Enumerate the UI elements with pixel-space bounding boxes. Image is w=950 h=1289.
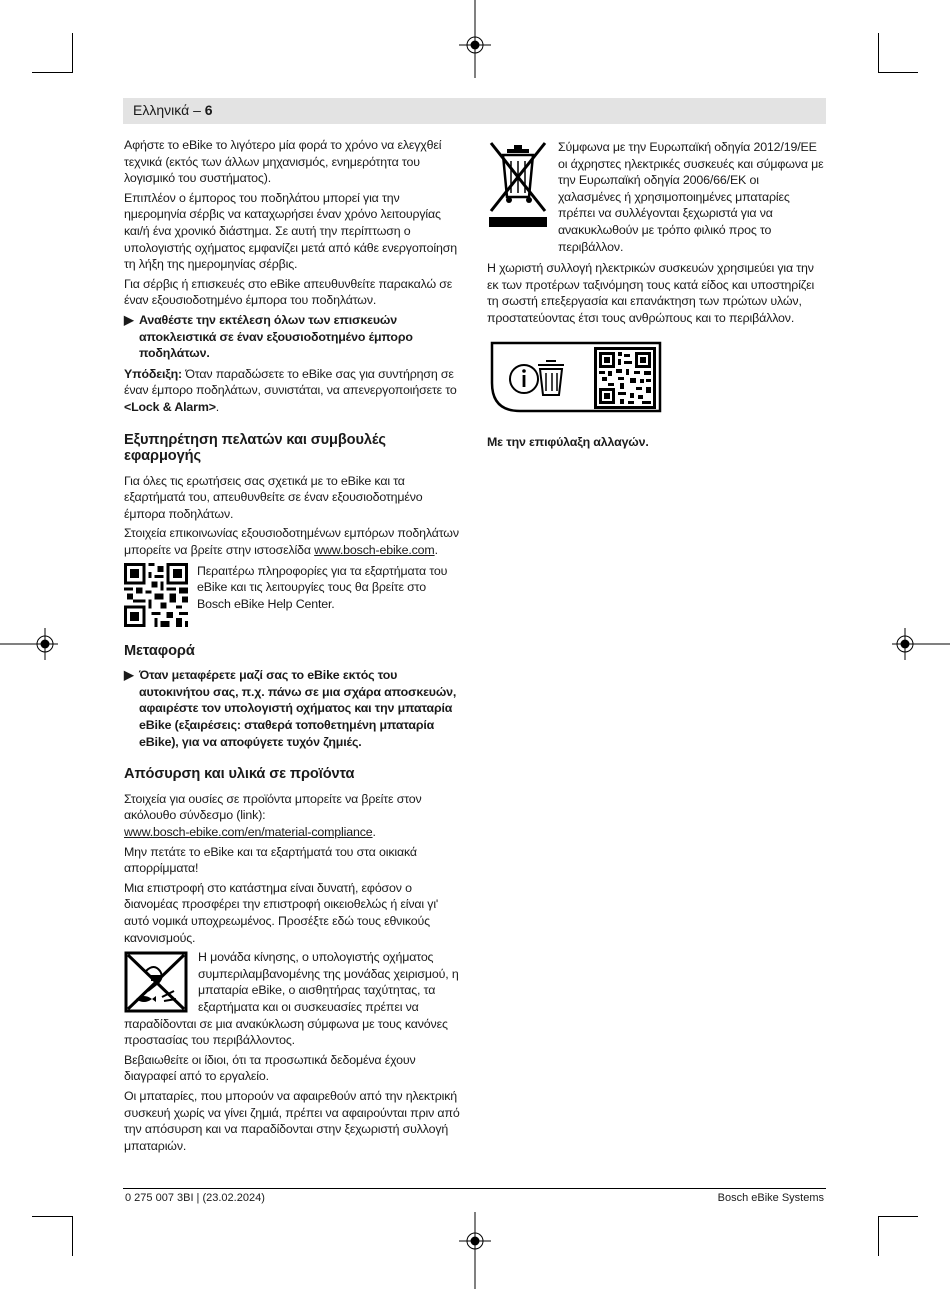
paragraph: Η χωριστή συλλογή ηλεκτρικών συσκευών χρησιμεύει για την εκ των προτέρων ταξινόμηση τους κατά είδος και υποστηρίζει τη σωστή επεξεργασία και επανάκτηση των πρώτων υλών, προστατεύοντας έτσι τους ανθρώπους και το περιβάλλον. — [487, 261, 815, 325]
page-number: 6 — [204, 102, 213, 118]
info-recycling-qr-icon[interactable] — [490, 341, 662, 413]
weee-block — [487, 139, 825, 255]
note-end: . — [215, 399, 220, 414]
crop-mark — [32, 72, 72, 73]
contact-end: . — [434, 543, 438, 558]
paragraph — [124, 525, 462, 558]
paragraph: Μην πετάτε το eBike και τα εξαρτήματά του στα οικιακά απορρίμματα! — [124, 844, 417, 876]
help-center-block — [124, 563, 462, 627]
no-household-waste-icon — [124, 951, 188, 1013]
heading-disposal: Απόσυρση και υλικά σε προϊόντα — [124, 766, 355, 783]
qr-code-icon[interactable] — [124, 563, 188, 627]
registration-mark-right — [890, 624, 950, 664]
header-language: Ελληνικά — [133, 102, 190, 118]
qr-description: Περαιτέρω πληροφορίες για τα εξαρτήματα του eBike και τις λειτουργίες τους θα βρείτε στο Bosch eBike Help Center. — [197, 563, 448, 611]
bullet-text: Όταν μεταφέρετε μαζί σας το eBike εκτός του αυτοκινήτου σας, π.χ. πάνω σε μια σχάρα αποσκευών, αφαιρέστε τον υπολογιστή οχήματος και την μπαταρία eBike (εξαιρέσεις: σταθερά τοποθετημένη μπαταρία eBike), για να αποφύγετε τυχόν ζημιές. — [139, 668, 457, 749]
right-column — [487, 137, 825, 453]
registration-mark-top — [455, 0, 495, 80]
header-label — [133, 102, 213, 118]
heading-transport: Μεταφορά — [124, 642, 195, 659]
heading-service: Εξυπηρέτηση πελατών και συμβουλές εφαρμογής — [124, 431, 386, 465]
footer-brand: Bosch eBike Systems — [717, 1192, 824, 1204]
bullet-triangle-icon: ▶ — [124, 312, 134, 327]
bullet-item — [124, 312, 462, 362]
recycling-block — [124, 949, 462, 1049]
bullet-triangle-icon: ▶ — [124, 668, 134, 683]
footer-doc-number: 0 275 007 3BI | (23.02.2024) — [125, 1192, 265, 1204]
crop-mark — [32, 1216, 72, 1217]
crop-mark — [878, 72, 918, 73]
note-text: Όταν παραδώσετε το eBike σας για συντήρηση σε έναν έμπορο ποδηλάτων, συνιστάται, να απενεργοποιήσετε το — [124, 366, 457, 398]
paragraph: Για σέρβις ή επισκευές στο eBike απευθυνθείτε παρακαλώ σε έναν εξουσιοδοτημένο έμπορα του ποδηλάτων. — [124, 276, 453, 308]
bosch-ebike-link[interactable]: www.bosch-ebike.com — [314, 543, 435, 558]
bullet-item — [124, 667, 462, 750]
paragraph: Αφήστε το eBike το λιγότερο μία φορά το χρόνο να ελεγχθεί τεχνικά (εκτός των άλλων μηχανισμός, ενημερότητα του λογισμικό του συστήματος). — [124, 138, 442, 186]
registration-mark-bottom — [455, 1210, 495, 1289]
header-separator: – — [193, 102, 201, 118]
changes-note: Με την επιφύλαξη αλλαγών. — [487, 434, 649, 449]
registration-mark-left — [0, 624, 60, 664]
note-lock-alarm: <Lock & Alarm> — [124, 399, 216, 414]
material-compliance-link[interactable]: www.bosch-ebike.com/en/material-compliance — [124, 825, 373, 839]
left-column — [124, 137, 462, 1157]
note-paragraph — [124, 366, 462, 416]
paragraph: Βεβαιωθείτε οι ίδιοι, ότι τα προσωπικά δεδομένα έχουν διαγραφεί από το εργαλείο. — [124, 1052, 416, 1084]
paragraph: Μια επιστροφή στο κατάστημα είναι δυνατή, εφόσον ο διανομέας προσφέρει την επιστροφή οικειοθελώς ή είναι γι' αυτό νομικά υποχρεωμένος. Προσέξτε εδώ τους εθνικούς κανονισμούς. — [124, 880, 439, 945]
materials-text: Στοιχεία για ουσίες σε προϊόντα μπορείτε να βρείτε στον ακόλουθο σύνδεσμο (link): — [124, 791, 422, 823]
crop-mark — [72, 33, 73, 73]
contact-text: Στοιχεία επικοινωνίας εξουσιοδοτημένων εμπόρων ποδηλάτων μπορείτε να βρείτε στην ιστοσελίδα — [124, 526, 459, 558]
note-label: Υπόδειξη: — [124, 366, 183, 381]
paragraph: Για όλες τις ερωτήσεις σας σχετικά με το eBike και τα εξαρτήματά του, απευθυνθείτε σε έναν εξουσιοδοτημένο έμπορα ποδηλάτων. — [124, 473, 423, 521]
paragraph: Οι μπαταρίες, που μπορούν να αφαιρεθούν από την ηλεκτρική συσκευή χωρίς να γίνει ζημιά, πρέπει να αφαιρούνται πριν από την απόσυρση και να παραδίδονται στην ξεχωριστή συλλογή μπαταριών. — [124, 1088, 460, 1153]
crop-mark — [72, 1216, 73, 1256]
weee-text: Σύμφωνα με την Ευρωπαϊκή οδηγία 2012/19/ΕΕ οι άχρηστες ηλεκτρικές συσκευές και σύμφωνα με την Ευρωπαϊκή οδηγία 2006/66/ΕΚ οι χαλασμένες ή χρησιμοποιημένες μπαταρίες πρέπει να συλλέγονται ξεχωριστά για να ανακυκλωθούν με τρόπο φιλικό προς το περιβάλλον. — [558, 140, 824, 254]
recycling-text: Η μονάδα κίνησης, ο υπολογιστής οχήματος συμπεριλαμβανομένης της μονάδας χειρισμού, η μπαταρία eBike, ο αισθητήρας ταχύτητας, τα εξαρτήματα και οι συσκευασίες πρέπει να παραδίδονται σε μια ανακύκλωση σύμφωνα με τους κανόνες προστασίας του περιβάλλοντος. — [124, 950, 459, 1048]
crop-mark — [878, 1216, 879, 1256]
bullet-text: Αναθέστε την εκτέλεση όλων των επισκευών αποκλειστικά σε έναν εξουσιοδοτημένο έμπορο ποδηλάτων. — [139, 312, 413, 361]
crossed-bin-icon — [487, 139, 549, 229]
page-header — [123, 98, 826, 124]
crop-mark — [878, 33, 879, 73]
footer-divider — [123, 1188, 826, 1189]
paragraph: Επιπλέον ο έμπορος του ποδηλάτου μπορεί για την ημερομηνία σέρβις να καταχωρήσει έναν χρόνο λειτουργίας και/ή ένα χρονικό διάστημα. Σε αυτή την περίπτωση ο υπολογιστής οχήματος εμφανίζει μετά από κάθε ενεργοποίηση τη λήξη της ημερομηνίας σέρβις. — [124, 190, 457, 272]
paragraph — [124, 791, 462, 841]
crop-mark — [878, 1216, 918, 1217]
materials-end: . — [372, 825, 376, 839]
